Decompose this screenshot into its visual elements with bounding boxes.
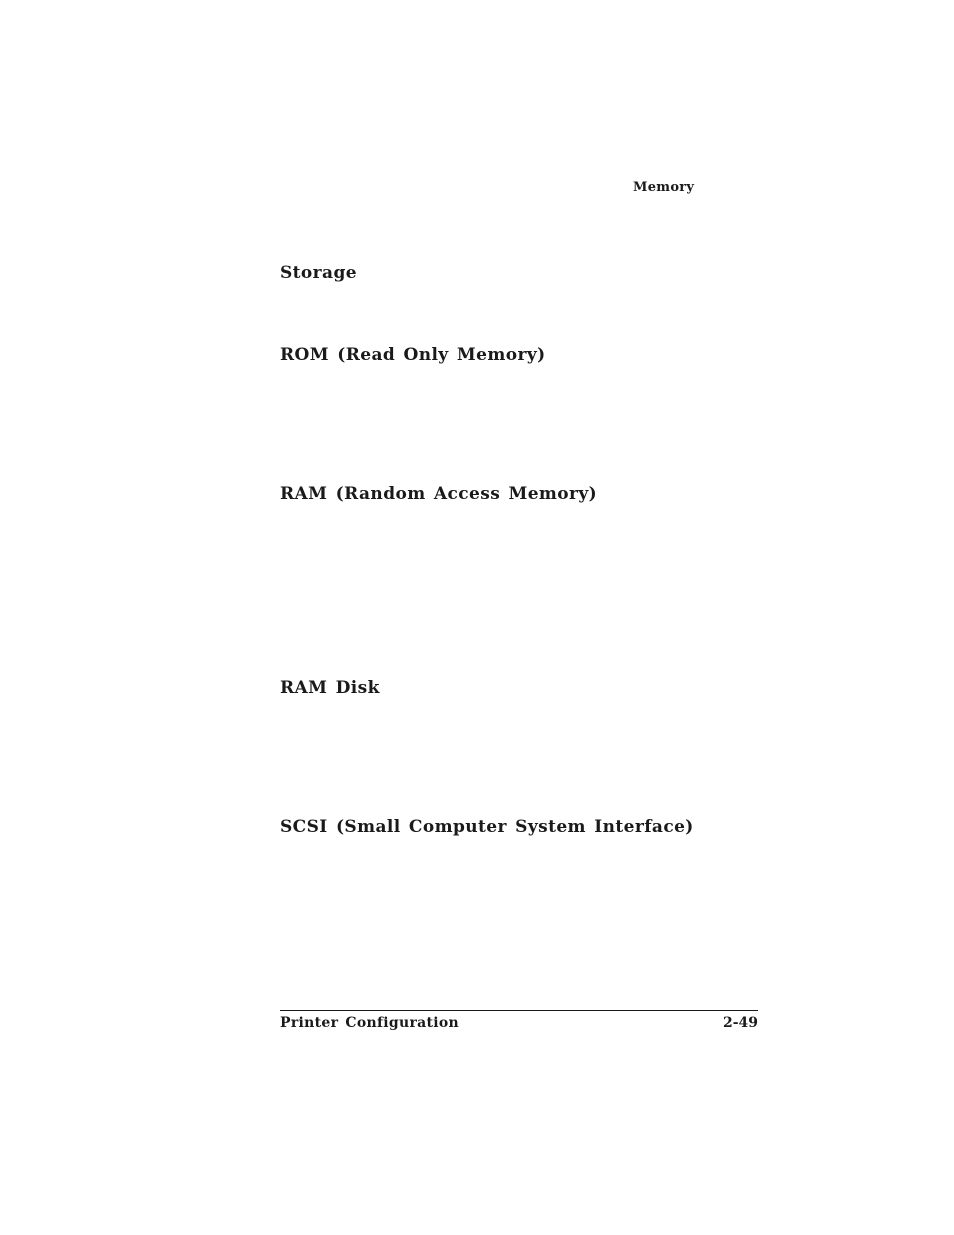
section-heading-ram-disk: RAM Disk bbox=[280, 678, 380, 698]
footer-chapter-title: Printer Configuration bbox=[280, 1015, 460, 1031]
section-heading-rom: ROM (Read Only Memory) bbox=[280, 345, 546, 365]
footer-page-number: 2-49 bbox=[722, 1015, 758, 1031]
footer-rule bbox=[280, 1010, 758, 1011]
running-header: Memory bbox=[633, 180, 695, 195]
section-heading-scsi: SCSI (Small Computer System Interface) bbox=[280, 817, 694, 837]
section-heading-storage: Storage bbox=[280, 263, 357, 283]
section-heading-ram: RAM (Random Access Memory) bbox=[280, 484, 598, 504]
